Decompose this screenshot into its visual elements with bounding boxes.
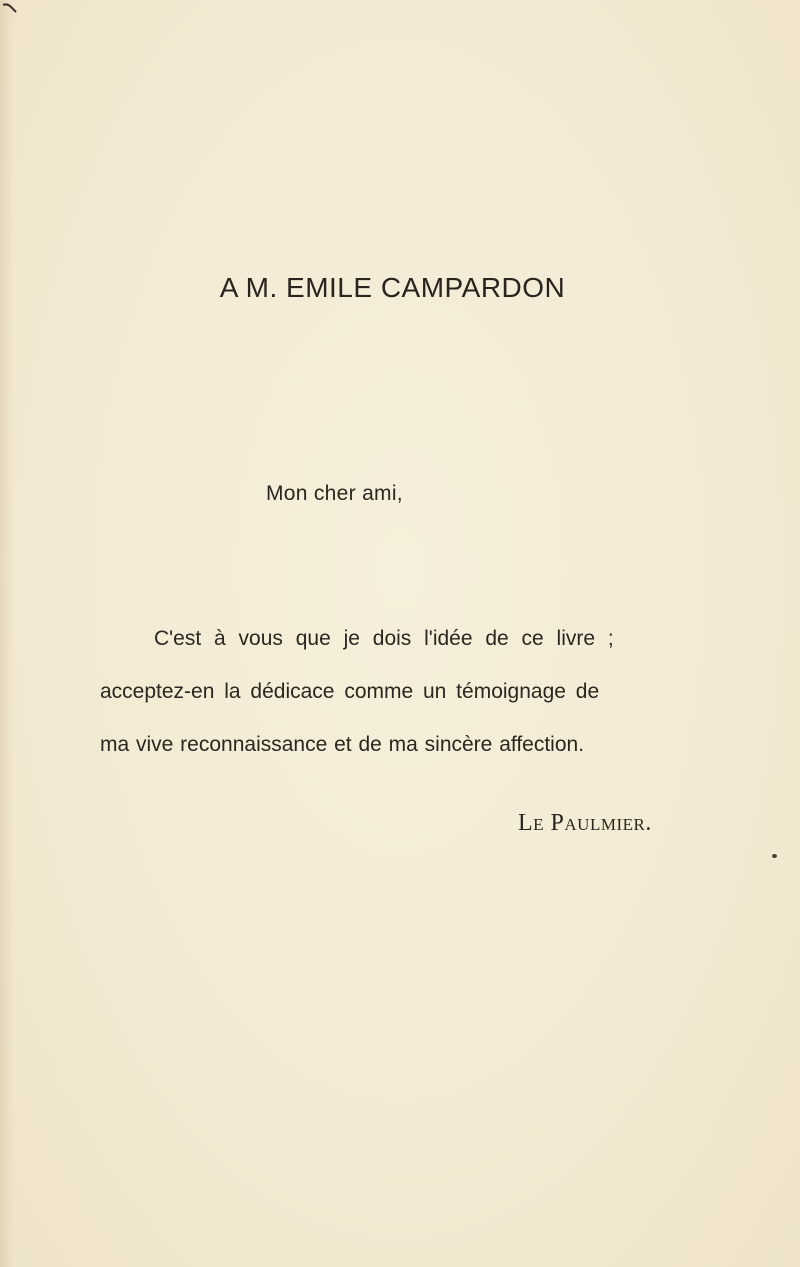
body-line-1: C'est à vous que je dois l'idée de ce livre ; — [154, 627, 614, 650]
salutation: Mon cher ami, — [266, 482, 403, 505]
page-edge-shadow — [0, 0, 14, 1267]
paper-speck — [772, 854, 777, 858]
body-line-3: ma vive reconnaissance et de ma sincère affection. — [100, 733, 585, 756]
signature: Le Paulmier. — [518, 810, 652, 836]
body-line-2: acceptez-en la dédicace comme un témoignage de — [100, 680, 600, 703]
corner-tear-mark — [2, 2, 22, 16]
dedication-title: A M. EMILE CAMPARDON — [219, 272, 566, 303]
